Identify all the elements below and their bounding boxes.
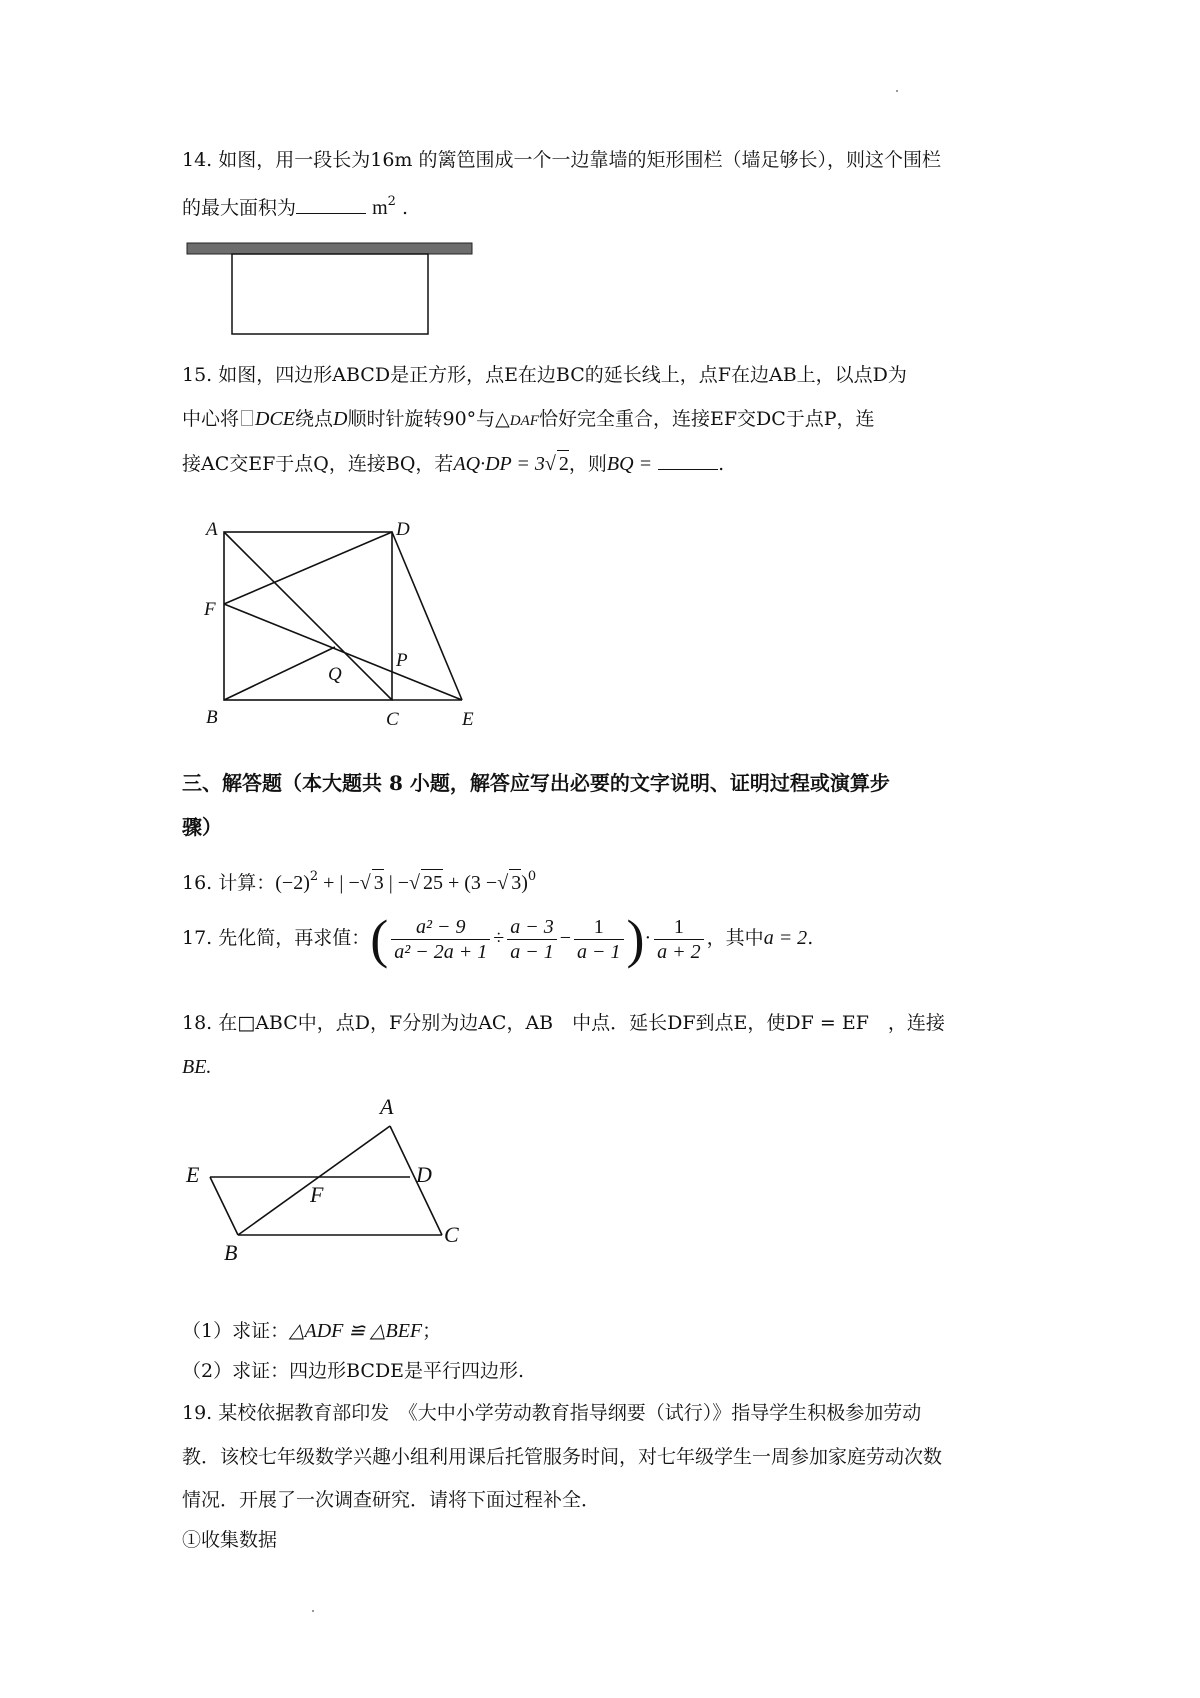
q15-line2-f: DAF	[509, 413, 539, 429]
q17-fraction-3	[574, 915, 624, 964]
sqrt-sign: √	[544, 453, 556, 475]
q17-f3-numerator: 1	[574, 915, 624, 940]
fig15-diagram	[200, 520, 500, 730]
q17-fraction-1	[391, 915, 490, 964]
q16-t8-exp: 0	[527, 869, 537, 884]
q16-t1: (−2)	[275, 872, 310, 894]
triangle-glyph	[241, 410, 253, 426]
q15-line2-g: 恰好完全重合，连接EF交DC于点P，连	[538, 408, 875, 430]
q17-fraction-4	[654, 915, 704, 964]
label-b: B	[206, 707, 218, 728]
label-f: F	[310, 1182, 324, 1207]
label-c: C	[386, 709, 399, 730]
q15-line3-a: 接AC交EF于点Q，连接BQ，若	[182, 453, 454, 475]
segment-eb	[210, 1177, 238, 1235]
segment-fd	[224, 532, 392, 604]
q16-t6: + (3 −	[442, 872, 498, 894]
q16-t4: | −	[383, 872, 409, 894]
q15-line2-c: 绕点	[295, 408, 334, 430]
q17-f2-numerator: a − 3	[507, 915, 557, 940]
right-paren: )	[626, 909, 645, 969]
scan-dot-top	[896, 90, 898, 92]
scan-dot-bottom	[312, 1610, 314, 1612]
q15-line2	[182, 406, 875, 434]
sqrt-sign: √	[359, 872, 371, 894]
label-e: E	[186, 1162, 200, 1187]
q16-t5: 25	[421, 869, 443, 896]
left-paren: (	[370, 909, 389, 969]
q15-line3-d: ，则	[568, 453, 607, 475]
segment-fe	[224, 604, 462, 700]
q16-t2: + | −	[318, 872, 360, 894]
q15-line2-d: D	[333, 408, 348, 430]
q15-line3-b: AQ·DP = 3	[453, 453, 545, 475]
q15-line3-e: BQ =	[606, 453, 653, 475]
q18-sub1-a: （1）求证：	[182, 1320, 290, 1342]
q16-t1-exp: 2	[309, 869, 319, 884]
q17-f3-denominator: a − 1	[577, 940, 621, 963]
q17-condition: a = 2	[763, 927, 808, 949]
q17-f4-numerator: 1	[654, 915, 704, 940]
q17-label: 17. 先化简，再求值：	[182, 927, 371, 949]
segment-bq	[224, 647, 335, 700]
label-d: D	[416, 1162, 432, 1187]
q17-line	[182, 908, 813, 969]
q15-line2-b: DCE	[255, 408, 296, 430]
segment-de	[392, 532, 462, 700]
fig14-diagram	[182, 238, 482, 338]
label-d: D	[396, 519, 410, 540]
fence-rectangle	[232, 254, 428, 334]
label-q: Q	[328, 664, 342, 685]
q15-line1: 15. 如图，四边形ABCD是正方形，点E在边BC的延长线上，点F在边AB上，以点D为	[182, 364, 907, 386]
q16-line	[182, 864, 536, 896]
q19-line3: 情况．开展了一次调查研究．请将下面过程补全．	[182, 1489, 601, 1511]
q18-line1: 18. 在□ABC中，点D，F分别为边AC，AB 中点．延长DF到点E，使DF = EF ，连接	[182, 1012, 945, 1034]
label-b: B	[224, 1240, 238, 1265]
label-a: A	[206, 519, 218, 540]
q15-line3-c: 2	[557, 450, 569, 477]
q17-f1-denominator: a² − 2a + 1	[394, 940, 488, 963]
sqrt-sign: √	[409, 872, 420, 894]
section3-heading-line1: 三、解答题（本大题共 8 小题，解答应写出必要的文字说明、证明过程或演算步	[182, 771, 890, 795]
label-c: C	[444, 1222, 459, 1247]
q17-op1: ÷	[493, 927, 505, 949]
fig18-diagram	[180, 1090, 480, 1280]
q17-op3: ·	[644, 927, 652, 949]
q15-line2-e: 顺时针旋转90°与△	[347, 408, 510, 430]
q19-line4: ①收集数据	[182, 1529, 278, 1551]
label-a: A	[380, 1094, 394, 1119]
q17-end: .	[807, 927, 814, 949]
q15-line3	[182, 450, 724, 477]
sqrt-sign: √	[497, 872, 509, 894]
label-f: F	[204, 599, 216, 620]
q17-f2-denominator: a − 1	[510, 940, 554, 963]
q18-sub1-b: △ADF ≌ △BEF	[289, 1320, 423, 1342]
q19-line2: 教．该校七年级数学兴趣小组利用课后托管服务时间，对七年级学生一周参加家庭劳动次数	[182, 1446, 943, 1468]
q16-t7: 3	[509, 869, 521, 896]
q14-line1: 14. 如图，用一段长为16m 的篱笆围成一个一边靠墙的矩形围栏（墙足够长），则这个围栏	[182, 149, 941, 171]
q14-line2	[182, 189, 408, 221]
q17-f4-denominator: a + 2	[657, 940, 701, 963]
q14-unit: m	[372, 197, 388, 219]
q18-line2: BE.	[182, 1056, 212, 1078]
q17-op2: −	[559, 927, 572, 949]
q19-line1: 19. 某校依据教育部印发 《大中小学劳动教育指导纲要（试行）》指导学生积极参加劳动	[182, 1402, 922, 1424]
q17-f1-numerator: a² − 9	[391, 915, 490, 940]
q17-tail: ，其中	[706, 927, 764, 949]
q14-unit-exponent: 2	[387, 194, 396, 209]
q18-sub1	[182, 1318, 441, 1344]
wall	[187, 243, 472, 254]
q18-sub1-c: ；	[422, 1320, 442, 1342]
q16-t3: 3	[372, 869, 384, 896]
segment-ac	[224, 532, 392, 700]
q14-period: .	[401, 197, 408, 219]
q17-fraction-2	[507, 915, 557, 964]
q15-line2-a: 中心将	[182, 408, 240, 430]
q15-answer-blank[interactable]	[658, 451, 718, 470]
section3-heading-line2: 骤）	[182, 815, 222, 839]
segment-ba	[238, 1126, 390, 1235]
label-e: E	[462, 709, 474, 730]
q18-sub2: （2）求证：四边形BCDE是平行四边形.	[182, 1360, 525, 1382]
label-p: P	[396, 650, 408, 671]
q16-t8: )	[521, 872, 528, 894]
q15-period: .	[718, 453, 725, 475]
q14-answer-blank[interactable]	[296, 195, 366, 214]
q16-label: 16. 计算：	[182, 872, 276, 894]
q14-line2-prefix: 的最大面积为	[182, 197, 297, 219]
